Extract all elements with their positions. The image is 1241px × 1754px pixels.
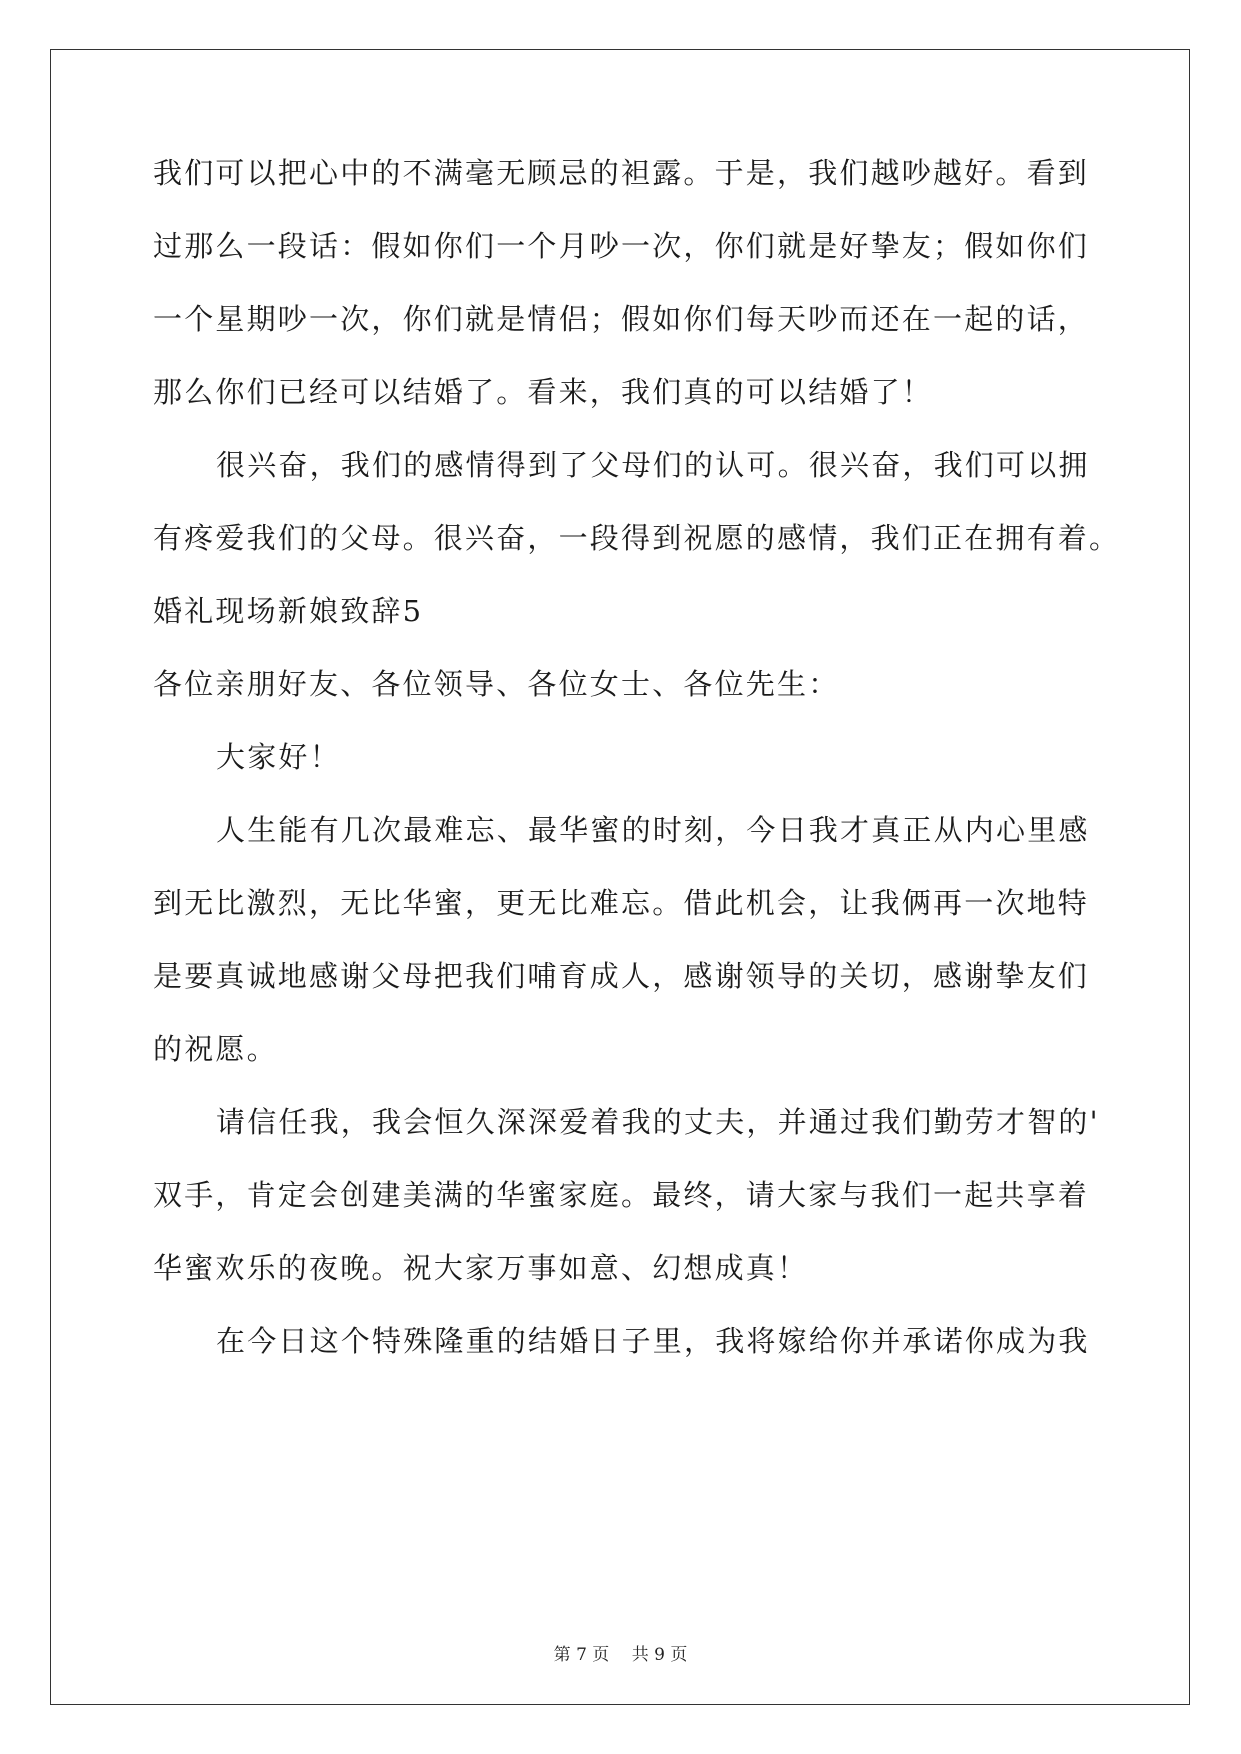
text-line: 到无比激烈，无比华蜜，更无比难忘。借此机会，让我俩再一次地特 — [153, 886, 1090, 920]
text-line: 一个星期吵一次，你们就是情侣；假如你们每天吵而还在一起的话， — [153, 302, 1090, 336]
text-line: 华蜜欢乐的夜晚。祝大家万事如意、幻想成真！ — [153, 1251, 809, 1285]
text-line: 过那么一段话：假如你们一个月吵一次，你们就是好挚友；假如你们 — [153, 229, 1090, 263]
greeting: 大家好！ — [216, 740, 341, 774]
page-frame — [50, 49, 1190, 1705]
paragraph-first-line: 请信任我，我会恒久深深爱着我的丈夫，并通过我们勤劳才智的' — [216, 1105, 1100, 1139]
text-line: 那么你们已经可以结婚了。看来，我们真的可以结婚了！ — [153, 375, 934, 409]
paragraph-first-line: 在今日这个特殊隆重的结婚日子里，我将嫁给你并承诺你成为我 — [216, 1324, 1090, 1358]
paragraph-first-line: 人生能有几次最难忘、最华蜜的时刻，今日我才真正从内心里感 — [216, 813, 1090, 847]
salutation: 各位亲朋好友、各位领导、各位女士、各位先生： — [153, 667, 840, 701]
page-number: 第 7 页 共 9 页 — [553, 1645, 688, 1665]
text-line: 的祝愿。 — [153, 1032, 278, 1066]
text-line: 有疼爱我们的父母。很兴奋，一段得到祝愿的感情，我们正在拥有着。 — [153, 521, 1121, 555]
text-line: 是要真诚地感谢父母把我们哺育成人，感谢领导的关切，感谢挚友们 — [153, 959, 1090, 993]
paragraph-first-line: 很兴奋，我们的感情得到了父母们的认可。很兴奋，我们可以拥 — [216, 448, 1090, 482]
page-footer — [0, 1643, 1241, 1667]
section-heading: 婚礼现场新娘致辞5 — [153, 594, 424, 628]
text-line: 双手，肯定会创建美满的华蜜家庭。最终，请大家与我们一起共享着 — [153, 1178, 1090, 1212]
text-line: 我们可以把心中的不满毫无顾忌的袒露。于是，我们越吵越好。看到 — [153, 156, 1090, 190]
